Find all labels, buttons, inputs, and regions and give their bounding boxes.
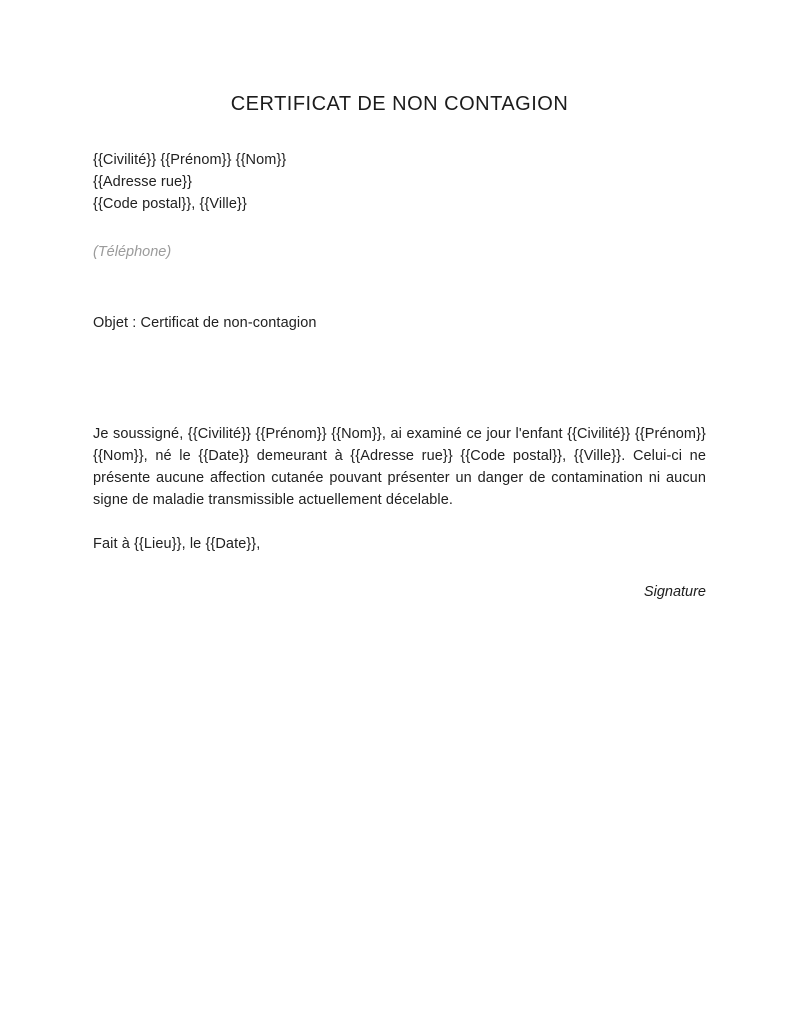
document-title: CERTIFICAT DE NON CONTAGION (230, 93, 569, 115)
signature-label: Signature (643, 584, 706, 600)
sender-phone-placeholder: (Téléphone) (93, 244, 172, 260)
subject-line: Objet : Certificat de non-contagion (93, 315, 317, 331)
sender-city-line: {{Code postal}}, {{Ville}} (93, 196, 247, 212)
sender-street-line: {{Adresse rue}} (93, 174, 193, 190)
sender-address-block (93, 149, 706, 215)
closing-date-place-line: Fait à {{Lieu}}, le {{Date}}, (93, 536, 261, 552)
certificate-body-paragraph: Je soussigné, {{Civilité}} {{Prénom}} {{Nom}}, ai examiné ce jour l'enfant {{Civilité}} {{Prénom}} {{Nom}}, né le {{Date}} demeurant à {{Adresse rue}} {{Code postal}}, {{Ville}}. Celui-ci ne présente aucune affection cutanée pouvant présenter un danger de contamination ni aucun signe de maladie transmissible actuellement décelable. (93, 426, 706, 508)
sender-name-line: {{Civilité}} {{Prénom}} {{Nom}} (93, 152, 287, 168)
